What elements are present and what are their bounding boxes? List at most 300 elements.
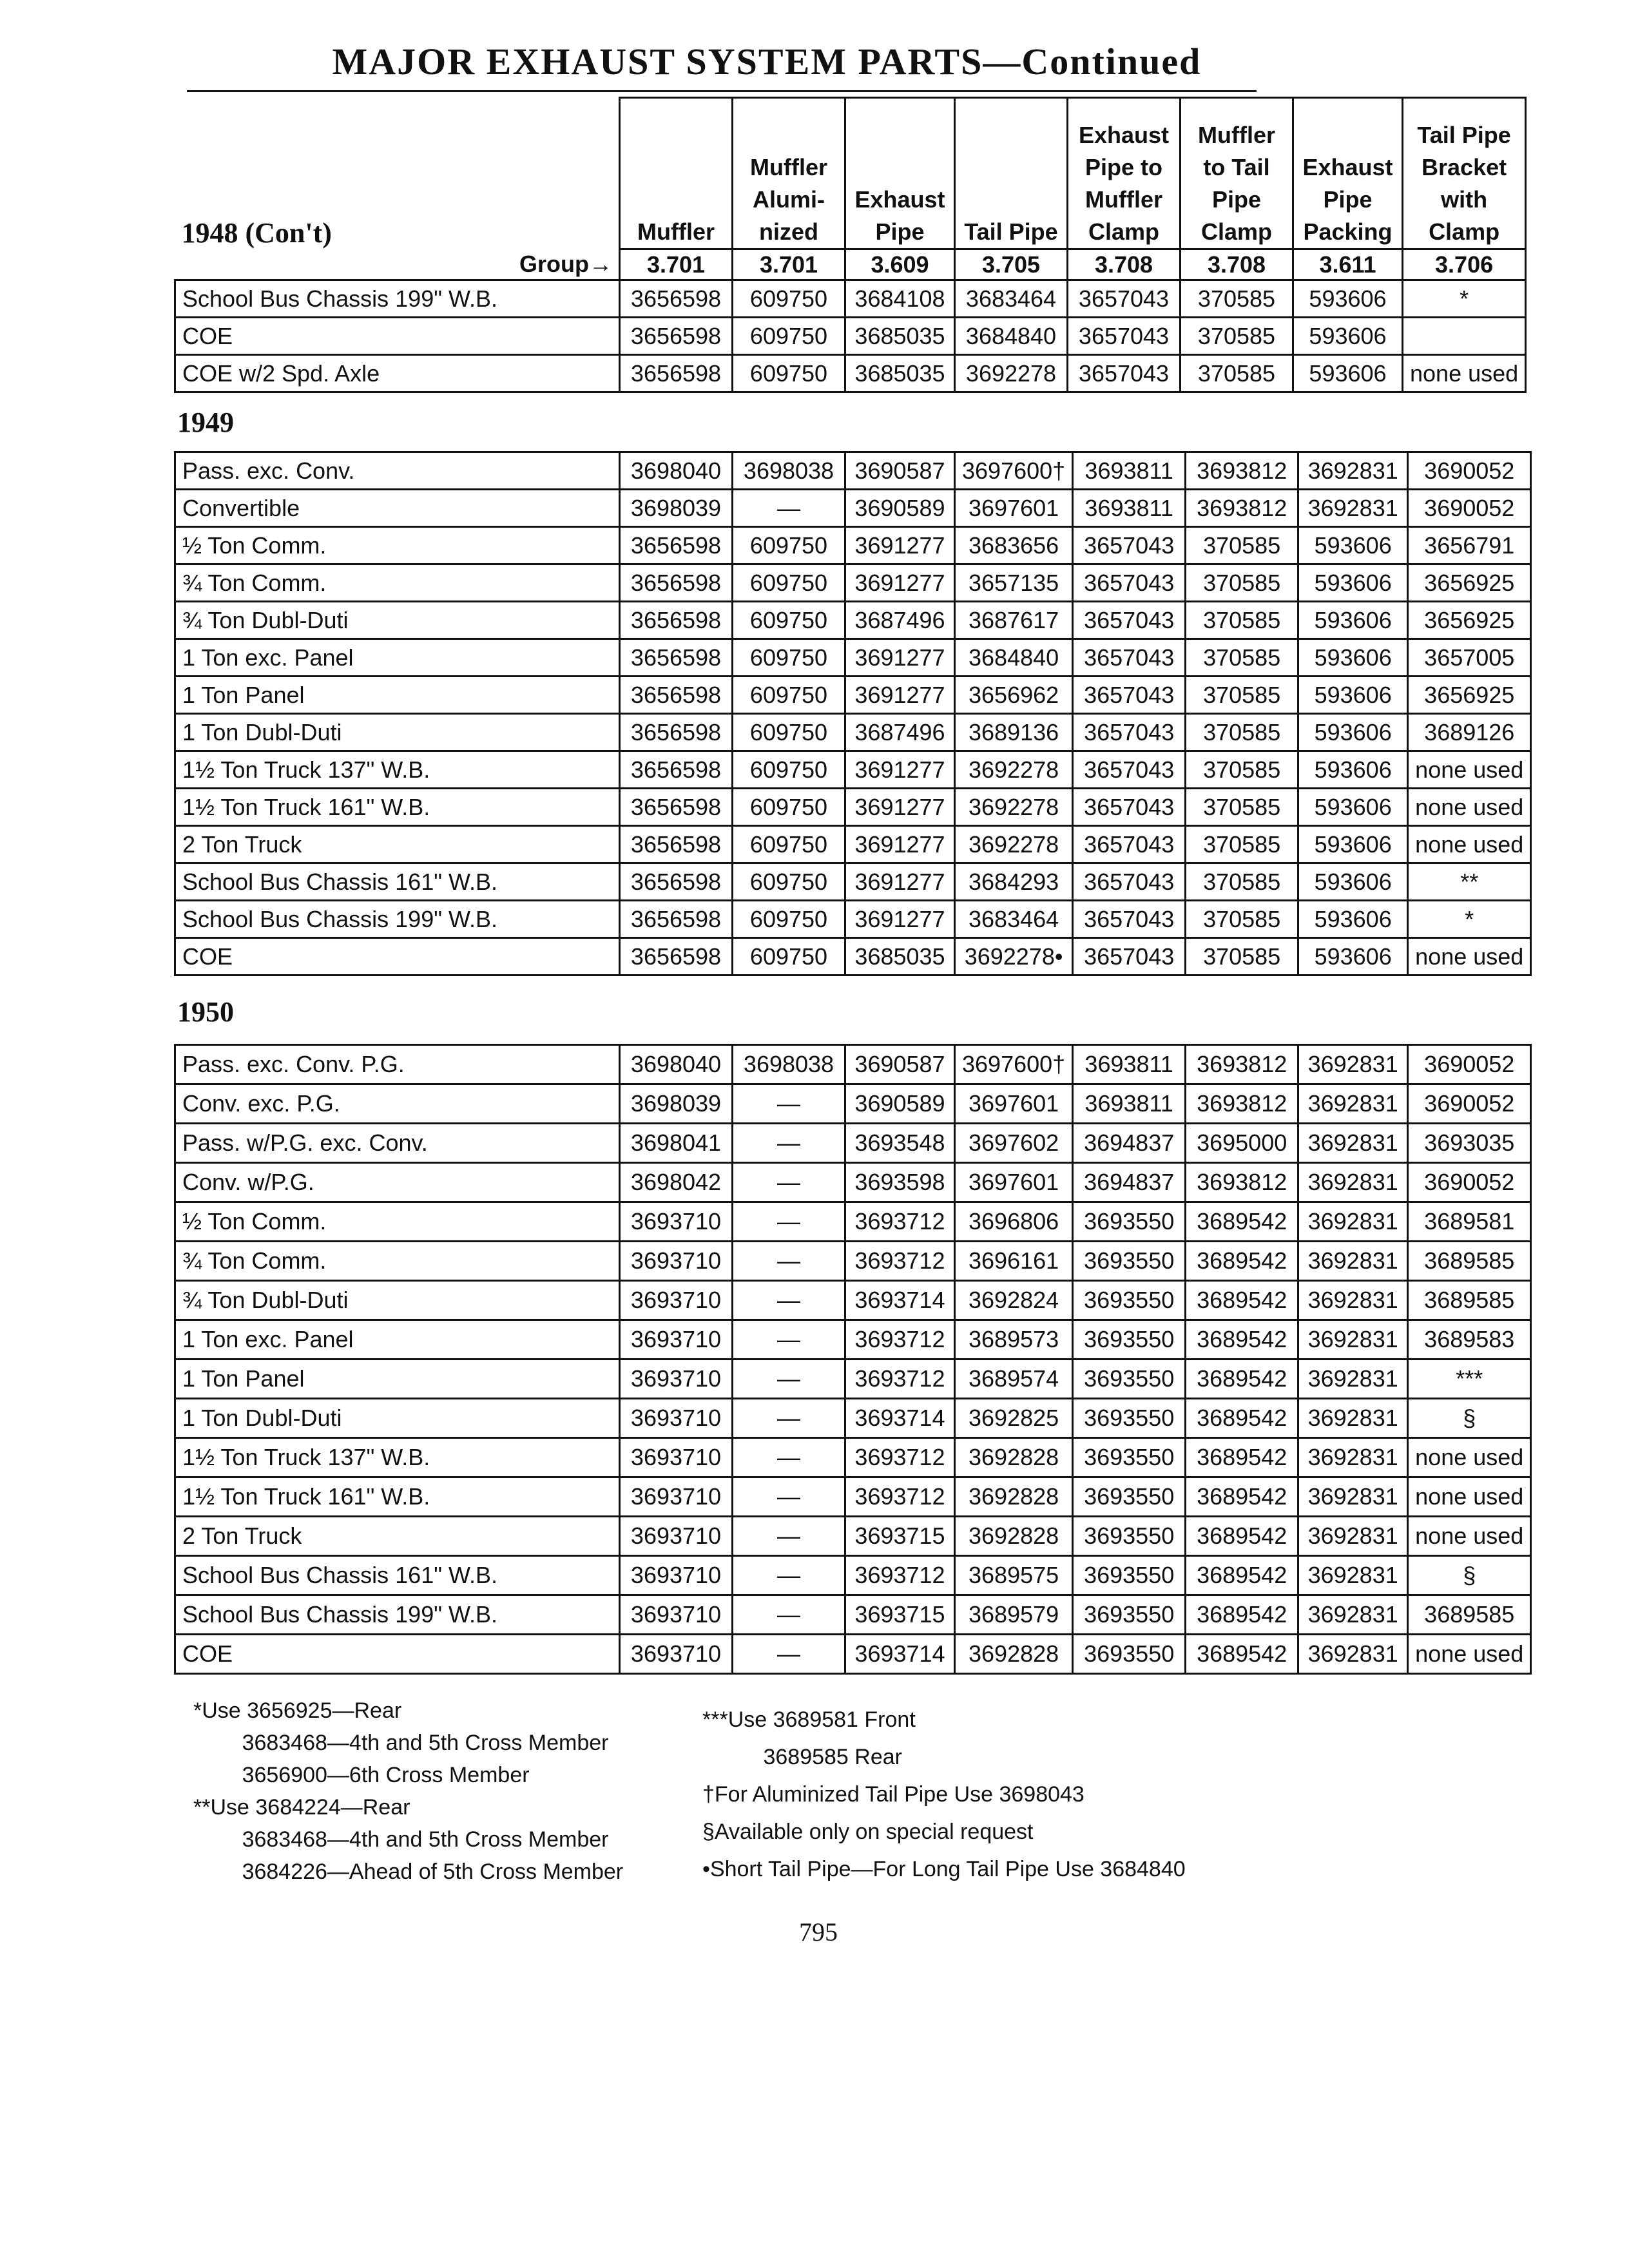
part-number-cell: none used — [1408, 789, 1531, 826]
page-title: MAJOR EXHAUST SYSTEM PARTS—Continued — [332, 41, 1202, 82]
part-number-cell: 593606 — [1298, 527, 1408, 564]
part-number-cell: none used — [1408, 1438, 1531, 1477]
part-number-cell: 370585 — [1181, 280, 1293, 318]
part-number-cell: 3693710 — [620, 1477, 733, 1517]
part-number-cell: 3689542 — [1186, 1202, 1298, 1242]
table-row — [175, 863, 1531, 901]
part-number-cell: 3691277 — [845, 564, 955, 602]
part-number-cell: 3689542 — [1186, 1399, 1298, 1438]
part-number-cell: 3656598 — [620, 280, 733, 318]
table-row — [175, 1281, 1531, 1320]
table-row — [175, 1242, 1531, 1281]
table-row — [175, 751, 1531, 789]
table-row — [175, 826, 1531, 863]
vehicle-model-cell: Pass. w/P.G. exc. Conv. — [175, 1124, 620, 1163]
part-number-cell: 3657043 — [1073, 639, 1186, 677]
part-number-cell: 609750 — [733, 714, 845, 751]
part-number-cell: 3693550 — [1073, 1438, 1186, 1477]
part-number-cell: 3689585 — [1408, 1281, 1531, 1320]
year-heading-1950: 1950 — [177, 996, 234, 1028]
part-number-cell: 3693550 — [1073, 1595, 1186, 1635]
part-number-cell: 609750 — [733, 280, 845, 318]
part-number-cell: 593606 — [1298, 714, 1408, 751]
vehicle-model-cell: ½ Ton Comm. — [175, 1202, 620, 1242]
part-number-cell: — — [733, 1202, 845, 1242]
table-row — [175, 1202, 1531, 1242]
column-header: Exhaust Pipe — [845, 98, 955, 249]
vehicle-model-cell: ¾ Ton Dubl-Duti — [175, 602, 620, 639]
part-number-cell: 3689542 — [1186, 1360, 1298, 1399]
part-number-cell: 3692831 — [1298, 1360, 1408, 1399]
part-number-cell: 3691277 — [845, 901, 955, 938]
part-number-cell: 3694837 — [1073, 1163, 1186, 1202]
part-number-cell: 3690052 — [1408, 1084, 1531, 1124]
part-number-cell: 3693710 — [620, 1202, 733, 1242]
vehicle-model-cell: Convertible — [175, 490, 620, 527]
table-row — [175, 1360, 1531, 1399]
part-number-cell: 3693710 — [620, 1595, 733, 1635]
part-number-cell: 3656598 — [620, 789, 733, 826]
part-number-cell: 609750 — [733, 355, 845, 392]
part-number-cell: 3656925 — [1408, 602, 1531, 639]
part-number-cell: 609750 — [733, 938, 845, 975]
part-number-cell: 370585 — [1186, 901, 1298, 938]
part-number-cell: 609750 — [733, 639, 845, 677]
part-number-cell: 3690052 — [1408, 1163, 1531, 1202]
part-number-cell: — — [733, 1163, 845, 1202]
part-number-cell: 3657043 — [1068, 280, 1181, 318]
part-number-cell: 3657043 — [1068, 318, 1181, 355]
vehicle-model-cell: Pass. exc. Conv. — [175, 452, 620, 490]
table-row — [175, 1163, 1531, 1202]
part-number-cell: 593606 — [1298, 826, 1408, 863]
part-number-cell: 3692831 — [1298, 1399, 1408, 1438]
part-number-cell: — — [733, 1124, 845, 1163]
part-number-cell: 3692831 — [1298, 1595, 1408, 1635]
part-number-cell: 3698041 — [620, 1124, 733, 1163]
part-number-cell: 609750 — [733, 863, 845, 901]
part-number-cell: 3689573 — [955, 1320, 1073, 1360]
part-number-cell: 609750 — [733, 826, 845, 863]
vehicle-model-cell: ¾ Ton Comm. — [175, 564, 620, 602]
part-number-cell: 3691277 — [845, 789, 955, 826]
part-number-cell: 3693550 — [1073, 1242, 1186, 1281]
group-number: 3.708 — [1068, 249, 1181, 280]
part-number-cell: 3693812 — [1186, 452, 1298, 490]
part-number-cell: 3693550 — [1073, 1399, 1186, 1438]
part-number-cell: 3656598 — [620, 826, 733, 863]
part-number-cell: 3692278 — [955, 789, 1073, 826]
table-row — [175, 1124, 1531, 1163]
vehicle-model-cell: School Bus Chassis 199" W.B. — [175, 280, 620, 318]
part-number-cell: 3687496 — [845, 602, 955, 639]
part-number-cell: 3693715 — [845, 1517, 955, 1556]
part-number-cell: 3656791 — [1408, 527, 1531, 564]
part-number-cell: 593606 — [1298, 863, 1408, 901]
part-number-cell: 3690052 — [1408, 452, 1531, 490]
table-row — [175, 318, 1526, 355]
part-number-cell: 3656598 — [620, 938, 733, 975]
part-number-cell: 3684108 — [845, 280, 955, 318]
part-number-cell: 3692831 — [1298, 1045, 1408, 1084]
part-number-cell: 3690587 — [845, 452, 955, 490]
part-number-cell: 3657043 — [1073, 677, 1186, 714]
part-number-cell: 3693550 — [1073, 1556, 1186, 1595]
table-row — [175, 490, 1531, 527]
part-number-cell: 609750 — [733, 901, 845, 938]
part-number-cell: 3693714 — [845, 1281, 955, 1320]
part-number-cell: *** — [1408, 1360, 1531, 1399]
part-number-cell: 3692831 — [1298, 452, 1408, 490]
part-number-cell: 593606 — [1298, 639, 1408, 677]
part-number-cell: 3689542 — [1186, 1517, 1298, 1556]
column-header: Muffler — [620, 98, 733, 249]
part-number-cell: 3692831 — [1298, 1438, 1408, 1477]
part-number-cell: 593606 — [1293, 355, 1403, 392]
part-number-cell: 3689542 — [1186, 1477, 1298, 1517]
part-number-cell: 3697600† — [955, 1045, 1073, 1084]
part-number-cell: 3692278 — [955, 826, 1073, 863]
part-number-cell: 3657043 — [1073, 751, 1186, 789]
table-row — [175, 527, 1531, 564]
vehicle-model-cell: ¾ Ton Comm. — [175, 1242, 620, 1281]
part-number-cell: 3689126 — [1408, 714, 1531, 751]
part-number-cell: — — [733, 1595, 845, 1635]
part-number-cell: 3697601 — [955, 1163, 1073, 1202]
part-number-cell: 3657043 — [1068, 355, 1181, 392]
part-number-cell: 3692831 — [1298, 1517, 1408, 1556]
part-number-cell: 3698038 — [733, 1045, 845, 1084]
part-number-cell: 3690589 — [845, 490, 955, 527]
part-number-cell: 3693710 — [620, 1281, 733, 1320]
part-number-cell: 3693598 — [845, 1163, 955, 1202]
group-number: 3.705 — [955, 249, 1068, 280]
part-number-cell: 3693712 — [845, 1556, 955, 1595]
group-number: 3.708 — [1181, 249, 1293, 280]
parts-table-1950 — [174, 1044, 1532, 1675]
vehicle-model-cell: COE — [175, 938, 620, 975]
part-number-cell: 3691277 — [845, 639, 955, 677]
part-number-cell: 3693812 — [1186, 1163, 1298, 1202]
part-number-cell: 3695000 — [1186, 1124, 1298, 1163]
part-number-cell: 3656598 — [620, 863, 733, 901]
parts-table-1949 — [174, 451, 1532, 976]
part-number-cell: 3692831 — [1298, 1202, 1408, 1242]
part-number-cell: 3689585 — [1408, 1595, 1531, 1635]
part-number-cell: 3694837 — [1073, 1124, 1186, 1163]
table-row — [175, 452, 1531, 490]
part-number-cell: 3697601 — [955, 490, 1073, 527]
group-number: 3.701 — [620, 249, 733, 280]
part-number-cell: 3656598 — [620, 318, 733, 355]
part-number-cell: 3692828 — [955, 1635, 1073, 1674]
part-number-cell: none used — [1408, 1477, 1531, 1517]
part-number-cell: 3698038 — [733, 452, 845, 490]
part-number-cell: 3693710 — [620, 1242, 733, 1281]
column-header: Muffler to Tail Pipe Clamp — [1181, 98, 1293, 249]
part-number-cell: 3692831 — [1298, 1477, 1408, 1517]
part-number-cell: 3693811 — [1073, 452, 1186, 490]
vehicle-model-cell: 1 Ton Panel — [175, 677, 620, 714]
table-row — [175, 1635, 1531, 1674]
part-number-cell: 3693712 — [845, 1242, 955, 1281]
column-header: Tail Pipe — [955, 98, 1068, 249]
part-number-cell: 3696806 — [955, 1202, 1073, 1242]
part-number-cell: 3656598 — [620, 602, 733, 639]
part-number-cell: 3657043 — [1073, 602, 1186, 639]
vehicle-model-cell: 2 Ton Truck — [175, 1517, 620, 1556]
part-number-cell: 3693550 — [1073, 1360, 1186, 1399]
vehicle-model-cell: COE w/2 Spd. Axle — [175, 355, 620, 392]
part-number-cell: 593606 — [1298, 677, 1408, 714]
vehicle-model-cell: 1 Ton Dubl-Duti — [175, 714, 620, 751]
part-number-cell: 3687617 — [955, 602, 1073, 639]
part-number-cell: 3656598 — [620, 677, 733, 714]
part-number-cell: 3656925 — [1408, 677, 1531, 714]
part-number-cell: 3692831 — [1298, 1320, 1408, 1360]
part-number-cell: 609750 — [733, 318, 845, 355]
group-label: Group→ — [519, 250, 612, 277]
part-number-cell: 3693550 — [1073, 1635, 1186, 1674]
part-number-cell: 3693811 — [1073, 1084, 1186, 1124]
part-number-cell: 3656962 — [955, 677, 1073, 714]
part-number-cell: 3692831 — [1298, 1163, 1408, 1202]
part-number-cell: 3657043 — [1073, 901, 1186, 938]
part-number-cell: 3683656 — [955, 527, 1073, 564]
part-number-cell: 3696161 — [955, 1242, 1073, 1281]
part-number-cell: 3690589 — [845, 1084, 955, 1124]
part-number-cell: 3656925 — [1408, 564, 1531, 602]
part-number-cell: 593606 — [1298, 938, 1408, 975]
part-number-cell: 3692831 — [1298, 1242, 1408, 1281]
part-number-cell: 3685035 — [845, 938, 955, 975]
part-number-cell: 3657043 — [1073, 714, 1186, 751]
part-number-cell: 609750 — [733, 527, 845, 564]
part-number-cell: 370585 — [1186, 602, 1298, 639]
part-number-cell: — — [733, 1517, 845, 1556]
part-number-cell: 593606 — [1298, 901, 1408, 938]
table-row — [175, 280, 1526, 318]
part-number-cell: none used — [1408, 1517, 1531, 1556]
title-rule — [187, 90, 1257, 92]
vehicle-model-cell: 1½ Ton Truck 137" W.B. — [175, 1438, 620, 1477]
part-number-cell: 370585 — [1186, 714, 1298, 751]
part-number-cell: — — [733, 1242, 845, 1281]
table-row — [175, 789, 1531, 826]
part-number-cell: 3689542 — [1186, 1438, 1298, 1477]
vehicle-model-cell: 1½ Ton Truck 161" W.B. — [175, 1477, 620, 1517]
part-number-cell: 3693550 — [1073, 1281, 1186, 1320]
part-number-cell: 3690052 — [1408, 490, 1531, 527]
part-number-cell: 3692828 — [955, 1438, 1073, 1477]
part-number-cell: 370585 — [1186, 938, 1298, 975]
vehicle-model-cell: COE — [175, 318, 620, 355]
year-heading: 1948 (Con't) — [175, 98, 620, 249]
part-number-cell: 3693710 — [620, 1635, 733, 1674]
part-number-cell: 3692824 — [955, 1281, 1073, 1320]
part-number-cell: 3657043 — [1073, 826, 1186, 863]
part-number-cell: 593606 — [1298, 789, 1408, 826]
part-number-cell: 3657135 — [955, 564, 1073, 602]
part-number-cell: 3692828 — [955, 1517, 1073, 1556]
group-number: 3.609 — [845, 249, 955, 280]
table-row — [175, 1556, 1531, 1595]
part-number-cell: none used — [1408, 826, 1531, 863]
part-number-cell: § — [1408, 1556, 1531, 1595]
part-number-cell: 3692278 — [955, 751, 1073, 789]
part-number-cell: 370585 — [1186, 826, 1298, 863]
part-number-cell: 3689542 — [1186, 1242, 1298, 1281]
part-number-cell: § — [1408, 1399, 1531, 1438]
part-number-cell: 3692278 — [955, 355, 1068, 392]
part-number-cell: 3689583 — [1408, 1320, 1531, 1360]
table-row — [175, 901, 1531, 938]
part-number-cell: 3693712 — [845, 1438, 955, 1477]
table-row — [175, 639, 1531, 677]
table-row — [175, 677, 1531, 714]
table-row — [175, 1399, 1531, 1438]
part-number-cell: 370585 — [1186, 677, 1298, 714]
vehicle-model-cell: Pass. exc. Conv. P.G. — [175, 1045, 620, 1084]
part-number-cell: 3691277 — [845, 863, 955, 901]
part-number-cell: 3698042 — [620, 1163, 733, 1202]
part-number-cell: none used — [1408, 751, 1531, 789]
part-number-cell: 609750 — [733, 789, 845, 826]
group-number: 3.706 — [1403, 249, 1526, 280]
vehicle-model-cell: 1½ Ton Truck 137" W.B. — [175, 751, 620, 789]
part-number-cell: — — [733, 1399, 845, 1438]
part-number-cell: 370585 — [1186, 789, 1298, 826]
vehicle-model-cell: COE — [175, 1635, 620, 1674]
part-number-cell: 3689581 — [1408, 1202, 1531, 1242]
part-number-cell: 3657005 — [1408, 639, 1531, 677]
part-number-cell: 370585 — [1186, 527, 1298, 564]
part-number-cell: 3693812 — [1186, 1084, 1298, 1124]
part-number-cell: 3690587 — [845, 1045, 955, 1084]
vehicle-model-cell: 2 Ton Truck — [175, 826, 620, 863]
table-row — [175, 564, 1531, 602]
part-number-cell: 3693710 — [620, 1399, 733, 1438]
part-number-cell: 3691277 — [845, 826, 955, 863]
part-number-cell: 3692831 — [1298, 1084, 1408, 1124]
part-number-cell: 370585 — [1186, 639, 1298, 677]
part-number-cell: — — [733, 1477, 845, 1517]
part-number-cell: 3656598 — [620, 714, 733, 751]
part-number-cell: 3689542 — [1186, 1635, 1298, 1674]
year-heading-1949: 1949 — [177, 407, 234, 438]
part-number-cell: 3693712 — [845, 1320, 955, 1360]
parts-table-1948 — [174, 97, 1527, 393]
column-header: Exhaust Pipe to Muffler Clamp — [1068, 98, 1181, 249]
part-number-cell: * — [1408, 901, 1531, 938]
part-number-cell: 3697600† — [955, 452, 1073, 490]
part-number-cell: 593606 — [1298, 751, 1408, 789]
part-number-cell: — — [733, 1556, 845, 1595]
part-number-cell: 3693710 — [620, 1438, 733, 1477]
part-number-cell: 3687496 — [845, 714, 955, 751]
page-number: 795 — [799, 1917, 838, 1946]
part-number-cell: 593606 — [1293, 280, 1403, 318]
part-number-cell: 3698039 — [620, 1084, 733, 1124]
part-number-cell: 3693550 — [1073, 1477, 1186, 1517]
part-number-cell: 3693811 — [1073, 490, 1186, 527]
vehicle-model-cell: 1 Ton exc. Panel — [175, 639, 620, 677]
part-number-cell: 3698039 — [620, 490, 733, 527]
part-number-cell: 3693710 — [620, 1360, 733, 1399]
part-number-cell: 3698040 — [620, 1045, 733, 1084]
table-row — [175, 714, 1531, 751]
part-number-cell: 3692831 — [1298, 1556, 1408, 1595]
table-row — [175, 1320, 1531, 1360]
part-number-cell: 3657043 — [1073, 863, 1186, 901]
part-number-cell: 3690052 — [1408, 1045, 1531, 1084]
part-number-cell: 3656598 — [620, 901, 733, 938]
group-number: 3.611 — [1293, 249, 1403, 280]
part-number-cell: 3689136 — [955, 714, 1073, 751]
footnotes-right: ***Use 3689581 Front 3689585 Rear †For Aluminized Tail Pipe Use 3698043 §Available only on special request •Short Tail Pipe—For Long Tail Pipe Use 3684840 — [702, 1707, 1186, 1881]
part-number-cell: 3657043 — [1073, 789, 1186, 826]
part-number-cell: 370585 — [1186, 863, 1298, 901]
part-number-cell: 3693548 — [845, 1124, 955, 1163]
part-number-cell: 3683464 — [955, 901, 1073, 938]
part-number-cell: 3698040 — [620, 452, 733, 490]
vehicle-model-cell: School Bus Chassis 161" W.B. — [175, 863, 620, 901]
table-row — [175, 602, 1531, 639]
part-number-cell: 370585 — [1186, 751, 1298, 789]
table-row — [175, 1438, 1531, 1477]
table-row — [175, 1517, 1531, 1556]
part-number-cell: 609750 — [733, 751, 845, 789]
column-header: Tail Pipe Bracket with Clamp — [1403, 98, 1526, 249]
part-number-cell: 3656598 — [620, 355, 733, 392]
part-number-cell: 609750 — [733, 564, 845, 602]
vehicle-model-cell: ¾ Ton Dubl-Duti — [175, 1281, 620, 1320]
vehicle-model-cell: 1 Ton Panel — [175, 1360, 620, 1399]
part-number-cell: 3684293 — [955, 863, 1073, 901]
part-number-cell: 370585 — [1186, 564, 1298, 602]
part-number-cell: 609750 — [733, 677, 845, 714]
part-number-cell: 3693550 — [1073, 1517, 1186, 1556]
part-number-cell: 3693710 — [620, 1556, 733, 1595]
part-number-cell: 3689575 — [955, 1556, 1073, 1595]
part-number-cell: 3692831 — [1298, 1124, 1408, 1163]
part-number-cell: 370585 — [1181, 318, 1293, 355]
part-number-cell: — — [733, 1438, 845, 1477]
part-number-cell: 3685035 — [845, 355, 955, 392]
vehicle-model-cell: School Bus Chassis 161" W.B. — [175, 1556, 620, 1595]
part-number-cell: 3683464 — [955, 280, 1068, 318]
part-number-cell: 3693714 — [845, 1635, 955, 1674]
table-row — [175, 1595, 1531, 1635]
table-row — [175, 355, 1526, 392]
part-number-cell: 3656598 — [620, 639, 733, 677]
part-number-cell: — — [733, 1084, 845, 1124]
part-number-cell: — — [733, 1635, 845, 1674]
part-number-cell: 3657043 — [1073, 564, 1186, 602]
part-number-cell: 3692825 — [955, 1399, 1073, 1438]
vehicle-model-cell: 1 Ton Dubl-Duti — [175, 1399, 620, 1438]
vehicle-model-cell: School Bus Chassis 199" W.B. — [175, 1595, 620, 1635]
part-number-cell: 3693550 — [1073, 1202, 1186, 1242]
part-number-cell: 3693710 — [620, 1517, 733, 1556]
vehicle-model-cell: Conv. w/P.G. — [175, 1163, 620, 1202]
part-number-cell: 3691277 — [845, 677, 955, 714]
part-number-cell: 3685035 — [845, 318, 955, 355]
part-number-cell: 3692831 — [1298, 1281, 1408, 1320]
part-number-cell: 3693710 — [620, 1320, 733, 1360]
part-number-cell: 3693712 — [845, 1360, 955, 1399]
vehicle-model-cell: 1 Ton exc. Panel — [175, 1320, 620, 1360]
